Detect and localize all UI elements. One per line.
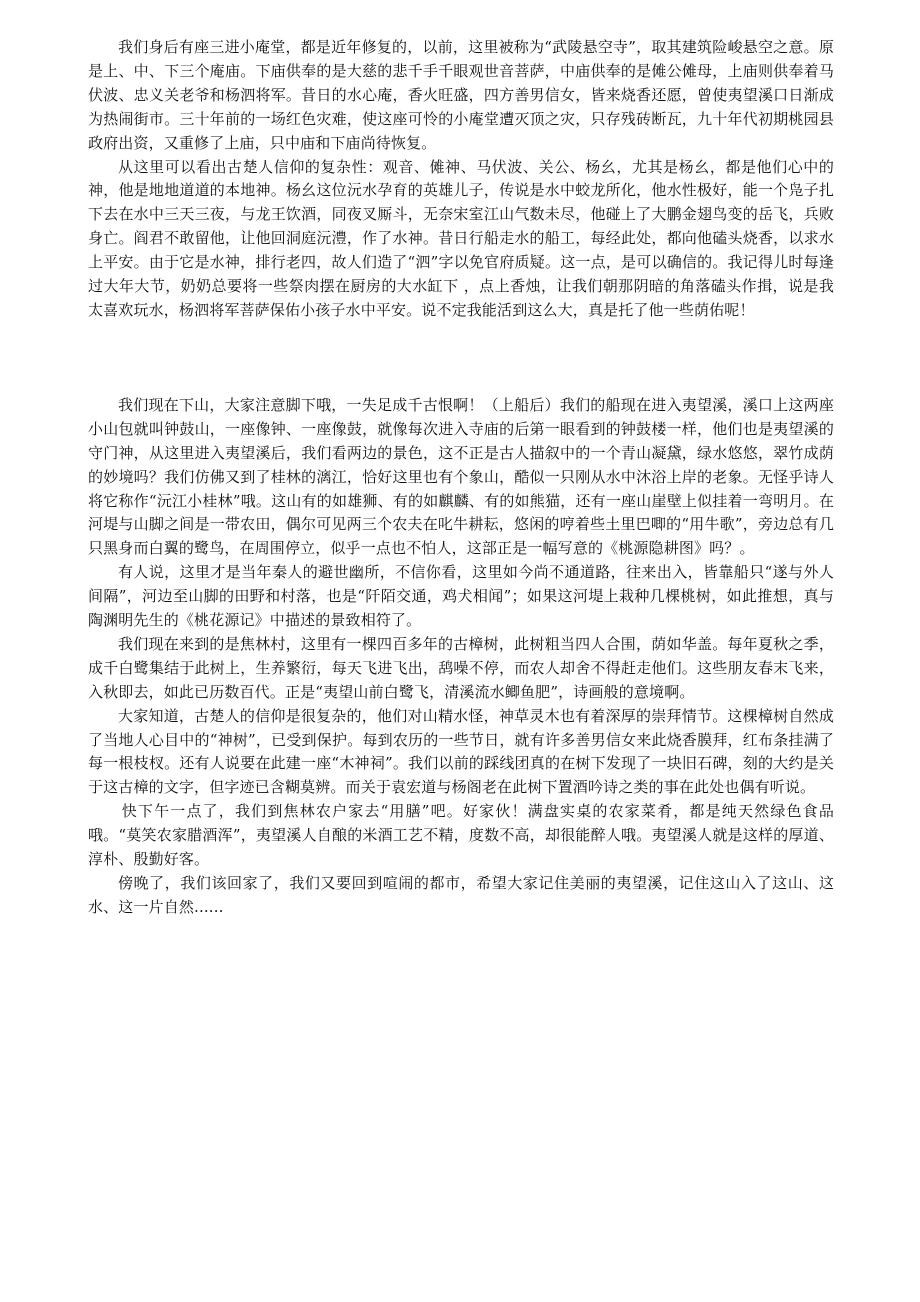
paragraph-evening-return: 傍晚了，我们该回家了，我们又要回到喧闹的都市，希望大家记住美丽的夷望溪，记住这山入了这山、这水、这一片自然......	[88, 874, 834, 916]
paragraph-farm-lunch: 快下午一点了，我们到焦林农户家去“用膳”吧。好家伙！满盘实桌的农家菜肴，都是纯天然绿色食品哦。“莫笑农家腊酒浑”，夷望溪人自酿的米酒工艺不精，度数不高，却很能醉人哦。夷望溪人就是这样的厚道、淳朴、殷勤好客。	[88, 802, 834, 869]
paragraph-sacred-tree: 大家知道，古楚人的信仰是很复杂的，他们对山精水怪，神草灵木也有着深厚的崇拜情节。这棵樟树自然成了当地人心目中的“神树”，已受到保护。每到农历的一些节日，就有许多善男信女来此烧香膜拜，红布条挂满了每一根枝杈。还有人说要在此建一座“木神祠”。我们以前的踩线团真的在树下发现了一块旧石碑，刻的大约是关于这古樟的文字，但字迹已含糊莫辨。而关于袁宏道与杨阁老在此树下置酒吟诗之类的事在此处也偶有听说。	[88, 706, 834, 797]
paragraph-shrine-history: 我们身后有座三进小庵堂，都是近年修复的，以前，这里被称为“武陵悬空寺”，取其建筑险峻悬空之意。原是上、中、下三个庵庙。下庙供奉的是大慈的悲千手千眼观世音菩萨，中庙供奉的是傩公傩母，上庙则供奉着马伏波、忠义关老爷和杨泗将军。昔日的水心庵，香火旺盛，四方善男信女，皆来烧香还愿，曾使夷望溪口日渐成为热闹街市。三十年前的一场红色灾难，使这座可怜的小庵堂遭灭顶之灾，只存残砖断瓦，九十年代初期桃园县政府出资，又重修了上庙，只中庙和下庙尚待恢复。	[88, 38, 834, 152]
paragraph-chu-beliefs: 从这里可以看出古楚人信仰的复杂性：观音、傩神、马伏波、关公、杨幺，尤其是杨幺，都是他们心中的神，他是地地道道的本地神。杨幺这位沅水孕育的英雄儿子，传说是水中蛟龙所化，他水性极好，能一个凫子扎下去在水中三天三夜，与龙王饮酒，同夜叉厮斗，无奈宋室江山气数未尽，他碰上了大鹏金翅鸟变的岳飞，兵败身亡。阎君不敢留他，让他回洞庭沅澧，作了水神。昔日行船走水的船工，每经此处，都向他磕头烧香，以求水上平安。由于它是水神，排行老四，故人们造了“泗”字以免官府质疑。这一点，是可以确信的。我记得儿时每逢过大年大节，奶奶总要将一些祭肉摆在厨房的大水缸下 ，点上香烛，让我们朝那阴暗的角落磕头作揖，说是我太喜欢玩水，杨泗将军菩萨保佑小孩子水中平安。说不定我能活到这么大，真是托了他一些荫佑呢！	[88, 157, 834, 319]
paragraph-jiaolin-camphor: 我们现在来到的是焦林村，这里有一棵四百多年的古樟树，此树粗当四人合围，荫如华盖。每年夏秋之季，成千白鹭集结于此树上，生养繁衍，每天飞进飞出，鸹噪不停，而农人却舍不得赶走他们。这些朋友春末飞来，入秋即去，如此已历数百代。正是“夷望山前白鹭飞，清溪流水鲫鱼肥”，诗画般的意境啊。	[88, 634, 834, 701]
paragraph-enter-yiwangxi: 我们现在下山，大家注意脚下哦，一失足成千古恨啊！（上船后）我们的船现在进入夷望溪，溪口上这两座小山包就叫钟鼓山，一座像钟、一座像鼓，就像每次进入寺庙的后第一眼看到的钟鼓楼一样，他们也是夷望溪的守门神，从这里进入夷望溪后，我们看两边的景色，这不正是古人描叙中的一个青山凝黛，绿水悠悠，翠竹成荫的妙境吗？我们仿佛又到了桂林的漓江，恰好这里也有个象山，酷似一只刚从水中沐浴上岸的老象。无怪乎诗人将它称作“沅江小桂林”哦。这山有的如雄狮、有的如麒麟、有的如熊猫，还有一座山崖壁上似挂着一弯明月。在河堤与山脚之间是一带农田，偶尔可见两三个农夫在叱牛耕耘，悠闲的哼着些土里巴唧的“用牛歌”，旁边总有几只黑身而白翼的鹭鸟，在周围停立，似乎一点也不怕人，这部正是一幅写意的《桃源隐耕图》吗？。	[88, 395, 834, 558]
document-page	[88, 36, 834, 920]
section-gap	[88, 323, 834, 394]
paragraph-qin-refuge: 有人说，这里才是当年秦人的避世幽所，不信你看，这里如今尚不通道路，往来出入，皆靠船只“遂与外人间隔”，河边至山脚的田野和村落，也是“阡陌交通，鸡犬相闻”；如果这河堤上栽种几棵桃树，如此推想，真与陶渊明先生的《桃花源记》中描述的景致相符了。	[88, 563, 834, 630]
